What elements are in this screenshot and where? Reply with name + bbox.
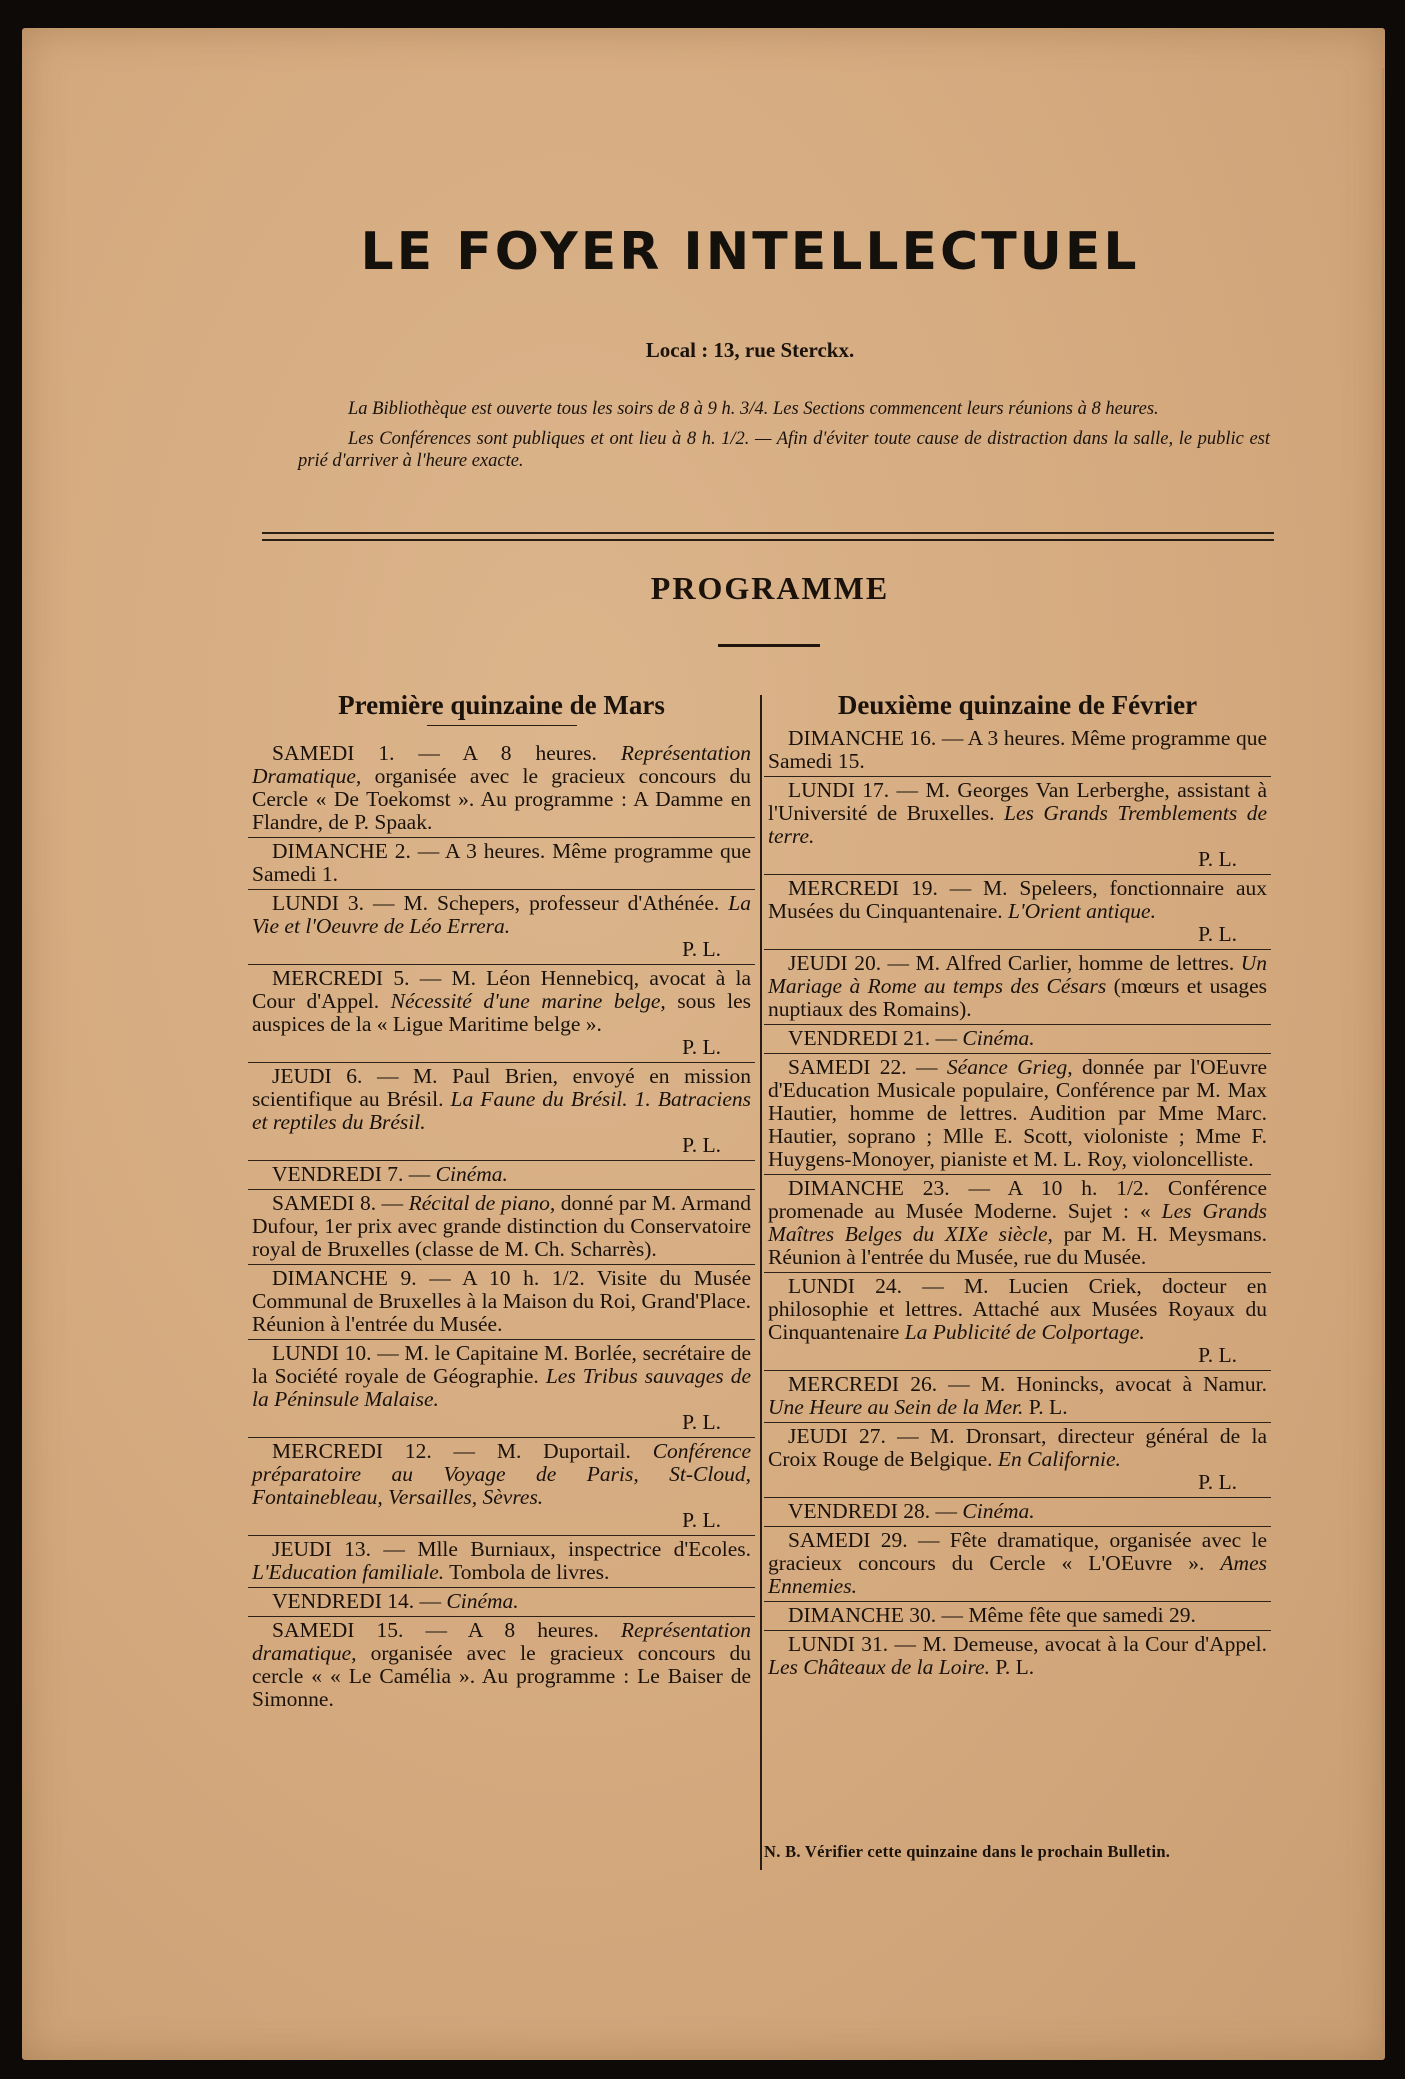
entry-text: — A 3 heures. Même programme que Samedi 15.	[768, 726, 1268, 773]
entry-italic: La Publicité de Colportage.	[904, 1320, 1145, 1344]
entry-text: — M. Georges Van Lerberghe, assistant à l'Université de Bruxelles.	[768, 778, 1267, 825]
right-column-heading: Deuxième quinzaine de Février	[837, 690, 1198, 720]
right-column	[764, 690, 1271, 1682]
entry-text: —	[930, 1499, 963, 1523]
entry-public-lecture-mark: P. L.	[682, 1035, 721, 1059]
entry-day: SAMEDI 15.	[272, 1618, 404, 1642]
entry-rest: P. L.	[989, 1655, 1035, 1679]
entry-public-lecture-mark: P. L.	[682, 1508, 721, 1532]
entry-text: — M. Demeuse, avocat à la Cour d'Appel.	[888, 1632, 1267, 1656]
entry-day: SAMEDI 1.	[272, 741, 395, 765]
left-column-heading: Première quinzaine de Mars	[338, 690, 665, 720]
intro-library-hours: La Bibliothèque est ouverte tous les soirs de 8 à 9 h. 3/4. Les Sections commencent leurs réunions à 8 heures.	[348, 399, 1159, 419]
entry-italic: La Vie et l'Oeuvre de Léo Errera.	[252, 891, 751, 938]
entry-italic: La Faune du Brésil. 1. Batraciens et reptiles du Brésil.	[252, 1087, 752, 1134]
entry-day: JEUDI 6.	[272, 1064, 363, 1088]
programme-entry	[764, 1498, 1271, 1527]
entry-rest: organisée avec le gracieux concours du Cercle « De Toekomst ». Au programme : A Damme en Flandre, de P. Spaak.	[252, 764, 751, 834]
entry-day: DIMANCHE 16.	[788, 726, 937, 750]
entry-italic: Les Tribus sauvages de la Péninsule Malaise.	[252, 1364, 751, 1411]
entry-rest: Tombola de livres.	[444, 1560, 610, 1584]
entry-day: JEUDI 20.	[788, 951, 882, 975]
programme-entry	[248, 1161, 755, 1190]
entry-italic: Cinéma.	[446, 1589, 519, 1613]
entry-italic: Conférence préparatoire au Voyage de Paris, St-Cloud, Fontainebleau, Versailles, Sèvres.	[252, 1439, 751, 1509]
programme-entry	[248, 1340, 755, 1438]
entry-rest: sous les auspices de la « Ligue Maritime belge ».	[252, 989, 751, 1036]
intro-text	[298, 398, 1270, 480]
programme-entry	[248, 965, 755, 1063]
entry-day: DIMANCHE 23.	[788, 1176, 950, 1200]
entry-italic: Les Grands Maîtres Belges du XIXe siècle,	[768, 1199, 1267, 1246]
programme-entry	[764, 1273, 1271, 1371]
left-entries-list	[248, 740, 755, 1714]
programme-title: PROGRAMME	[650, 570, 890, 606]
entry-italic: Les Grands Tremblements de terre.	[768, 801, 1267, 848]
entry-text: — Mlle Burniaux, inspectrice d'Ecoles.	[371, 1537, 751, 1561]
programme-entry	[248, 740, 755, 838]
entry-day: JEUDI 27.	[788, 1424, 886, 1448]
double-rule	[262, 532, 1274, 541]
entry-rest: donné par M. Armand Dufour, 1er prix avec grande distinction du Conservatoire royal de Bruxelles (classe de M. Ch. Scharrès).	[252, 1191, 752, 1261]
entry-text: — M. le Capitaine M. Borlée, secrétaire de la Société royale de Géographie.	[252, 1341, 752, 1388]
entry-day: SAMEDI 8.	[272, 1191, 377, 1215]
entry-text: — A 10 h. 1/2. Conférence promenade au Musée Moderne. Sujet : «	[768, 1176, 1268, 1223]
programme-entry	[764, 1423, 1271, 1498]
left-column	[248, 690, 755, 1714]
entry-day: SAMEDI 22.	[788, 1055, 907, 1079]
entry-day: MERCREDI 12.	[272, 1439, 432, 1463]
entry-italic: Une Heure au Sein de la Mer.	[768, 1395, 1024, 1419]
entry-italic: Les Châteaux de la Loire.	[768, 1655, 990, 1679]
entry-text: —	[930, 1026, 963, 1050]
entry-italic: Nécessité d'une marine belge,	[390, 989, 666, 1013]
programme-entry	[248, 1588, 755, 1617]
programme-entry	[248, 1063, 755, 1161]
right-entries-list	[764, 725, 1271, 1682]
entry-text: — M. Paul Brien, envoyé en mission scientifique au Brésil.	[252, 1064, 751, 1111]
programme-entry	[764, 1371, 1271, 1423]
entry-day: VENDREDI 7.	[272, 1162, 404, 1186]
entry-italic: Séance Grieg,	[946, 1055, 1073, 1079]
entry-public-lecture-mark: P. L.	[1198, 922, 1237, 946]
programme-entry	[248, 1265, 755, 1340]
entry-day: DIMANCHE 30.	[788, 1603, 937, 1627]
programme-entry	[248, 1190, 755, 1265]
entry-day: DIMANCHE 9.	[272, 1266, 417, 1290]
programme-entry	[764, 875, 1271, 950]
entry-text: — Fête dramatique, organisée avec le gracieux concours du Cercle « L'OEuvre ».	[768, 1528, 1268, 1575]
entry-text: —	[906, 1055, 947, 1079]
entry-day: MERCREDI 26.	[788, 1372, 938, 1396]
entry-rest: P. L.	[1023, 1395, 1068, 1419]
heading-rule	[427, 725, 577, 726]
entry-text: — M. Léon Hennebicq, avocat à la Cour d'Appel.	[252, 966, 751, 1013]
entry-rest: (mœurs et usages nuptiaux des Romains).	[768, 974, 1267, 1021]
entry-rest: donnée par l'OEuvre d'Education Musicale populaire, Conférence par M. Max Hautier, homme de lettres. Audition par Mme Marc. Hautier, soprano ; Mlle E. Scott, violoniste ; Mme F. Huygens-Monoyer, pianiste et M. L. Roy, violoncelliste.	[768, 1055, 1268, 1171]
programme-entry	[764, 777, 1271, 875]
entry-italic: En Californie.	[997, 1447, 1121, 1471]
programme-entry	[764, 1054, 1271, 1175]
column-divider	[760, 695, 762, 1870]
entry-day: LUNDI 17.	[788, 778, 890, 802]
programme-entry	[764, 725, 1271, 777]
intro-conference-note: Les Conférences sont publiques et ont lieu à 8 h. 1/2. — Afin d'éviter toute cause de distraction dans la salle, le public est prié d'arriver à l'heure exacte.	[298, 429, 1270, 471]
entry-day: DIMANCHE 2.	[272, 839, 411, 863]
entry-text: — A 8 heures.	[394, 741, 621, 765]
entry-day: JEUDI 13.	[272, 1537, 371, 1561]
entry-text: — A 3 heures. Même programme que Samedi 1.	[252, 839, 752, 886]
entry-day: LUNDI 24.	[788, 1274, 902, 1298]
entry-text: — M. Alfred Carlier, homme de lettres.	[881, 951, 1241, 975]
entry-italic: Représentation dramatique,	[252, 1618, 751, 1665]
programme-entry	[764, 950, 1271, 1025]
entry-italic: L'Orient antique.	[1008, 899, 1156, 923]
entry-public-lecture-mark: P. L.	[1198, 1343, 1237, 1367]
entry-text: —	[414, 1589, 447, 1613]
entry-public-lecture-mark: P. L.	[682, 1410, 721, 1434]
programme-entry	[764, 1602, 1271, 1631]
entry-day: VENDREDI 21.	[788, 1026, 931, 1050]
entry-text: —	[376, 1191, 409, 1215]
entry-day: LUNDI 3.	[272, 891, 365, 915]
entry-text: — M. Dronsart, directeur général de la Croix Rouge de Belgique.	[768, 1424, 1268, 1471]
entry-italic: Récital de piano,	[408, 1191, 556, 1215]
entry-italic: Représentation Dramatique,	[252, 741, 751, 788]
entry-text: — A 8 heures.	[403, 1618, 621, 1642]
entry-public-lecture-mark: P. L.	[682, 937, 721, 961]
programme-rule	[718, 644, 820, 647]
entry-text: — M. Schepers, professeur d'Athénée.	[364, 891, 729, 915]
programme-entry	[764, 1175, 1271, 1273]
programme-entry	[248, 1536, 755, 1588]
programme-entry	[248, 890, 755, 965]
entry-day: LUNDI 31.	[788, 1632, 889, 1656]
entry-italic: Cinéma.	[435, 1162, 508, 1186]
entry-day: VENDREDI 14.	[272, 1589, 415, 1613]
entry-text: — M. Lucien Criek, docteur en philosophie et lettres. Attaché aux Musées Royaux du Cinquantenaire	[768, 1274, 1267, 1344]
programme-entry	[764, 1527, 1271, 1602]
entry-day: SAMEDI 29.	[788, 1528, 908, 1552]
entry-day: LUNDI 10.	[272, 1341, 372, 1365]
programme-entry	[248, 1617, 755, 1714]
entry-day: MERCREDI 5.	[272, 966, 410, 990]
entry-italic: L'Education familiale.	[252, 1560, 445, 1584]
page-title: LE FOYER INTELLECTUEL	[360, 222, 1140, 282]
entry-text: — Même fête que samedi 29.	[936, 1603, 1196, 1627]
entry-text: —	[403, 1162, 436, 1186]
entry-text: — M. Duportail.	[431, 1439, 653, 1463]
entry-text: — A 10 h. 1/2. Visite du Musée Communal de Bruxelles à la Maison du Roi, Grand'Place. Réunion à l'entrée du Musée.	[252, 1266, 752, 1336]
address-line: Local : 13, rue Sterckx.	[645, 338, 855, 362]
programme-entry	[764, 1025, 1271, 1054]
programme-entry	[764, 1631, 1271, 1682]
entry-italic: Un Mariage à Rome au temps des Césars	[768, 951, 1267, 998]
entry-text: — M. Speleers, fonctionnaire aux Musées du Cinquantenaire.	[768, 876, 1267, 923]
entry-text: — M. Honincks, avocat à Namur.	[937, 1372, 1268, 1396]
entry-italic: Cinéma.	[962, 1499, 1035, 1523]
entry-rest: organisée avec le gracieux concours du cercle « « Le Camélia ». Au programme : Le Baiser de Simonne.	[252, 1641, 751, 1711]
entry-public-lecture-mark: P. L.	[1198, 1470, 1237, 1494]
programme-entry	[248, 1438, 755, 1536]
entry-italic: Cinéma.	[962, 1026, 1035, 1050]
entry-rest: par M. H. Meysmans. Réunion à l'entrée du Musée, rue du Musée.	[768, 1222, 1267, 1269]
programme-entry	[248, 838, 755, 890]
footnote: N. B. Vérifier cette quinzaine dans le prochain Bulletin.	[764, 1842, 1171, 1861]
entry-day: VENDREDI 28.	[788, 1499, 931, 1523]
entry-day: MERCREDI 19.	[788, 876, 938, 900]
entry-italic: Ames Ennemies.	[768, 1551, 1267, 1598]
entry-public-lecture-mark: P. L.	[682, 1133, 721, 1157]
entry-public-lecture-mark: P. L.	[1198, 847, 1237, 871]
